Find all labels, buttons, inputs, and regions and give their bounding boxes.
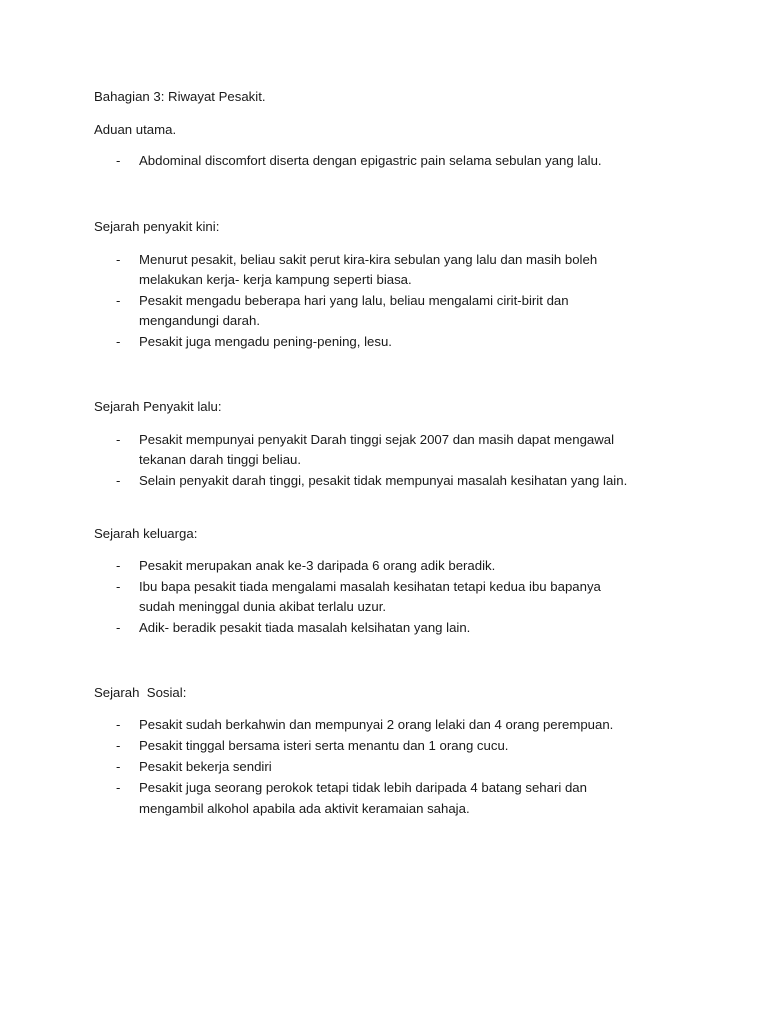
bullet-dash: - <box>116 252 121 267</box>
list-item-line: Pesakit tinggal bersama isteri serta menantu dan 1 orang cucu. <box>139 738 509 753</box>
list-item-line: Pesakit juga mengadu pening-pening, lesu. <box>139 334 392 349</box>
bullet-dash: - <box>116 620 121 635</box>
list-item-line: mengambil alkohol apabila ada aktivit keramaian sahaja. <box>139 801 470 816</box>
bullet-dash: - <box>116 432 121 447</box>
section-title-sejarah-keluarga: Sejarah keluarga: <box>94 526 198 541</box>
list-item-line: Adik- beradik pesakit tiada masalah kelsihatan yang lain. <box>139 620 471 635</box>
list-item-line: sudah meninggal dunia akibat terlalu uzur. <box>139 599 387 614</box>
bullet-dash: - <box>116 473 121 488</box>
list-item-line: Menurut pesakit, beliau sakit perut kira-kira sebulan yang lalu dan masih boleh <box>139 252 598 267</box>
list-item-line: mengandungi darah. <box>139 313 260 328</box>
bullet-dash: - <box>116 334 121 349</box>
bullet-dash: - <box>116 153 121 168</box>
bullet-dash: - <box>116 717 121 732</box>
list-item-line: Pesakit mengadu beberapa hari yang lalu, beliau mengalami cirit-birit dan <box>139 293 569 308</box>
list-item-line: Pesakit merupakan anak ke-3 daripada 6 orang adik beradik. <box>139 558 496 573</box>
document-heading: Bahagian 3: Riwayat Pesakit. <box>94 89 266 104</box>
bullet-dash: - <box>116 738 121 753</box>
bullet-dash: - <box>116 780 121 795</box>
list-item-line: tekanan darah tinggi beliau. <box>139 452 302 467</box>
bullet-dash: - <box>116 759 121 774</box>
section-title-aduan-utama: Aduan utama. <box>94 122 177 137</box>
list-item-line: Abdominal discomfort diserta dengan epigastric pain selama sebulan yang lalu. <box>139 153 602 168</box>
list-item-line: Ibu bapa pesakit tiada mengalami masalah kesihatan tetapi kedua ibu bapanya <box>139 579 601 594</box>
list-item-line: Pesakit mempunyai penyakit Darah tinggi sejak 2007 dan masih dapat mengawal <box>139 432 615 447</box>
list-item-line: Pesakit bekerja sendiri <box>139 759 272 774</box>
list-item-line: melakukan kerja- kerja kampung seperti biasa. <box>139 272 412 287</box>
section-title-sejarah-penyakit-lalu: Sejarah Penyakit lalu: <box>94 399 222 414</box>
section-title-sejarah-sosial: Sejarah Sosial: <box>94 685 187 700</box>
bullet-dash: - <box>116 293 121 308</box>
bullet-dash: - <box>116 558 121 573</box>
list-item-line: Pesakit sudah berkahwin dan mempunyai 2 orang lelaki dan 4 orang perempuan. <box>139 717 614 732</box>
section-title-sejarah-penyakit-kini: Sejarah penyakit kini: <box>94 219 220 234</box>
list-item-line: Selain penyakit darah tinggi, pesakit tidak mempunyai masalah kesihatan yang lain. <box>139 473 628 488</box>
bullet-dash: - <box>116 579 121 594</box>
list-item-line: Pesakit juga seorang perokok tetapi tidak lebih daripada 4 batang sehari dan <box>139 780 587 795</box>
